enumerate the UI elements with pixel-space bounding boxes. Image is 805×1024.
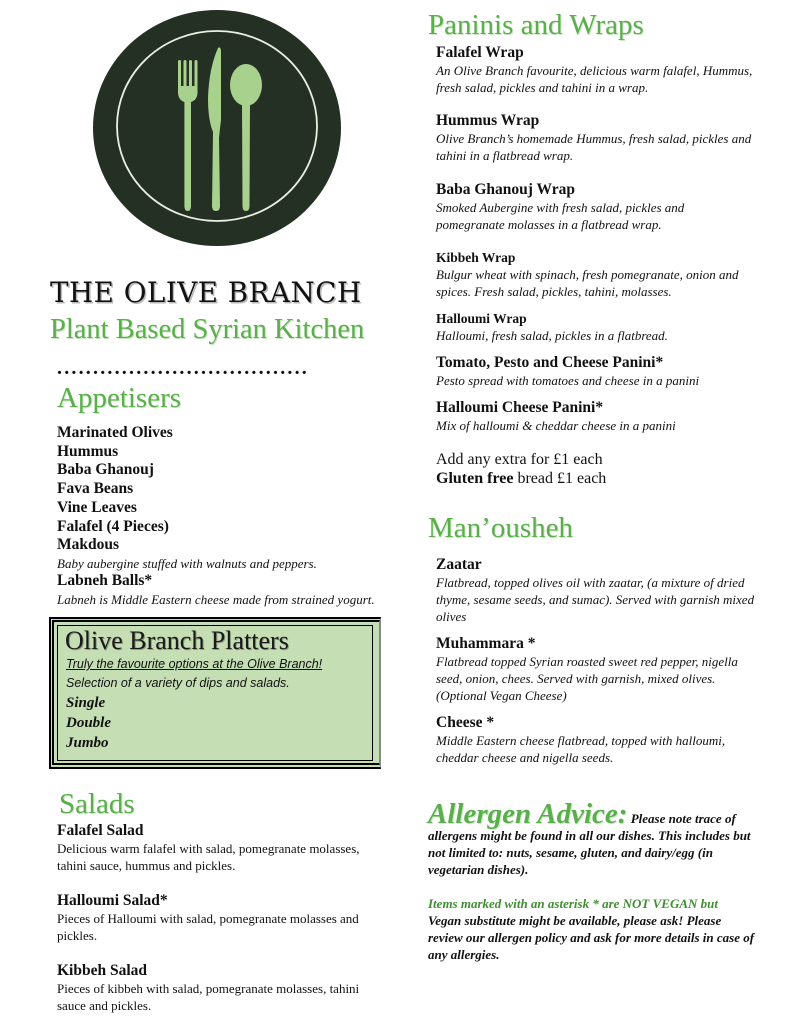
extras-line: Add any extra for £1 each [436,451,603,468]
platters-description: Selection of a variety of dips and salads. [66,676,290,690]
allergen-note-text: Please note trace of allergens might be found in all our dishes. This includes but not limited to: nuts, sesame, gluten, and dairy/egg (in vegetarian dishes). [428,811,751,877]
menu-item-name: Muhammara * [436,635,536,652]
menu-item-name: Fava Beans [57,480,134,498]
wrap-item-5 [436,353,776,389]
wrap-item-3 [436,250,766,300]
platters-tagline: Truly the favourite options at the Olive Branch! [66,657,323,671]
menu-item-name: Hummus [57,442,119,460]
wrap-item-0 [436,43,766,96]
menu-item-name: Kibbeh Salad [57,962,148,979]
menu-item-description: Smoked Aubergine with fresh salad, pickles and pomegranate molasses in a flatbread wrap. [436,200,685,232]
logo [92,8,342,248]
fork-knife-spoon-plate-icon [92,8,342,248]
allergen-note [428,798,758,878]
wrap-item-6 [436,398,766,434]
menu-item-description: An Olive Branch favourite, delicious warm falafel, Hummus, fresh salad, pickles and tahini in a wrap. [436,63,753,95]
menu-item-description: Flatbread, topped olives oil with zaatar, (a mixture of dried thyme, sesame seeds, and sumac). Served with garnish mixed olives [436,575,755,624]
platters-box [49,617,381,769]
asterisk-note: Items marked with an asterisk * are NOT VEGAN but [428,896,719,911]
manousheh-heading: Man’ousheh [428,512,573,544]
menu-item-name: Vine Leaves [57,498,137,516]
menu-item-name: Labneh Balls* [57,571,153,589]
manousheh-item-0 [436,555,766,625]
menu-item-description: Flatbread topped Syrian roasted sweet red pepper, nigella seed, onion, chees. Served with garnish, mixed olives. (Optional Vegan Cheese) [436,654,738,703]
menu-item-name: Marinated Olives [57,424,173,441]
menu-item-description: Pieces of kibbeh with salad, pomegranate molasses, tahini sauce and pickles. [57,981,360,1013]
salads-list [57,821,387,1024]
menu-item [57,821,387,874]
platter-size-option: Jumbo [66,735,109,751]
menu-item-name: Kibbeh Wrap [436,250,516,265]
menu-item-name: Cheese * [436,714,495,731]
allergen-heading: Allergen Advice: [428,798,628,830]
wrap-item-4 [436,311,766,344]
dotted-divider: ................................... [57,357,309,379]
menu-item-description: Halloumi, fresh salad, pickles in a flatbread. [436,328,668,343]
menu-item-name: Zaatar [436,556,482,573]
menu-item-description: Labneh is Middle Eastern cheese made from strained yogurt. [57,591,375,607]
platter-size-option: Double [66,715,111,731]
menu-item-name: Falafel (4 Pieces) [57,517,169,535]
restaurant-tagline: Plant Based Syrian Kitchen [50,314,365,345]
extras-note [436,450,606,488]
menu-item-name: Halloumi Wrap [436,311,527,326]
manousheh-item-2 [436,713,736,766]
gluten-free-label: Gluten free [436,470,514,487]
menu-item-name: Tomato, Pesto and Cheese Panini* [436,354,664,371]
wrap-item-2 [436,180,756,233]
menu-item-name: Halloumi Cheese Panini* [436,399,604,416]
menu-item-name: Falafel Wrap [436,44,524,61]
gluten-free-line [436,469,606,488]
menu-item-description: Mix of halloumi & cheddar cheese in a panini [436,418,676,433]
appetisers-heading: Appetisers [57,382,182,414]
menu-item-description: Pieces of Halloumi with salad, pomegranate molasses and pickles. [57,911,359,943]
menu-item-description: Delicious warm falafel with salad, pomegranate molasses, tahini sauce, hummus and pickles. [57,841,360,873]
allergen-advice [428,798,758,963]
wrap-item-1 [436,111,766,164]
platter-size-option: Single [66,695,106,711]
menu-item-name: Makdous [57,536,120,554]
gluten-free-price: bread £1 each [513,470,607,487]
menu-item-description: Bulgur wheat with spinach, fresh pomegranate, onion and spices. Fresh salad, pickles, tahini, molasses. [436,267,739,299]
menu-item-description: Middle Eastern cheese flatbread, topped with halloumi, cheddar cheese and nigella seeds. [436,733,726,765]
platters-heading: Olive Branch Platters [65,626,289,655]
restaurant-name: THE OLIVE BRANCH [50,276,362,309]
manousheh-item-1 [436,634,766,704]
menu-item [57,891,387,944]
menu-item-name: Halloumi Salad* [57,892,168,909]
menu-item-name: Baba Ghanouj [57,461,154,479]
salads-heading: Salads [59,788,135,820]
menu-item-name: Hummus Wrap [436,112,540,129]
wraps-heading: Paninis and Wraps [428,9,644,41]
menu-item-name: Falafel Salad [57,822,144,839]
vegan-substitute-note: Vegan substitute might be available, please ask! Please review our allergen policy and ask for more details in case of any allergies. [428,913,755,962]
menu-item [57,961,387,1014]
menu-item-name: Baba Ghanouj Wrap [436,181,575,198]
vegan-note [428,895,758,963]
menu-item-description: Pesto spread with tomatoes and cheese in a panini [436,373,700,388]
menu-item-description: Baby aubergine stuffed with walnuts and peppers. [57,555,317,571]
menu-item-description: Olive Branch’s homemade Hummus, fresh salad, pickles and tahini in a flatbread wrap. [436,131,752,163]
appetisers-list [57,424,417,608]
